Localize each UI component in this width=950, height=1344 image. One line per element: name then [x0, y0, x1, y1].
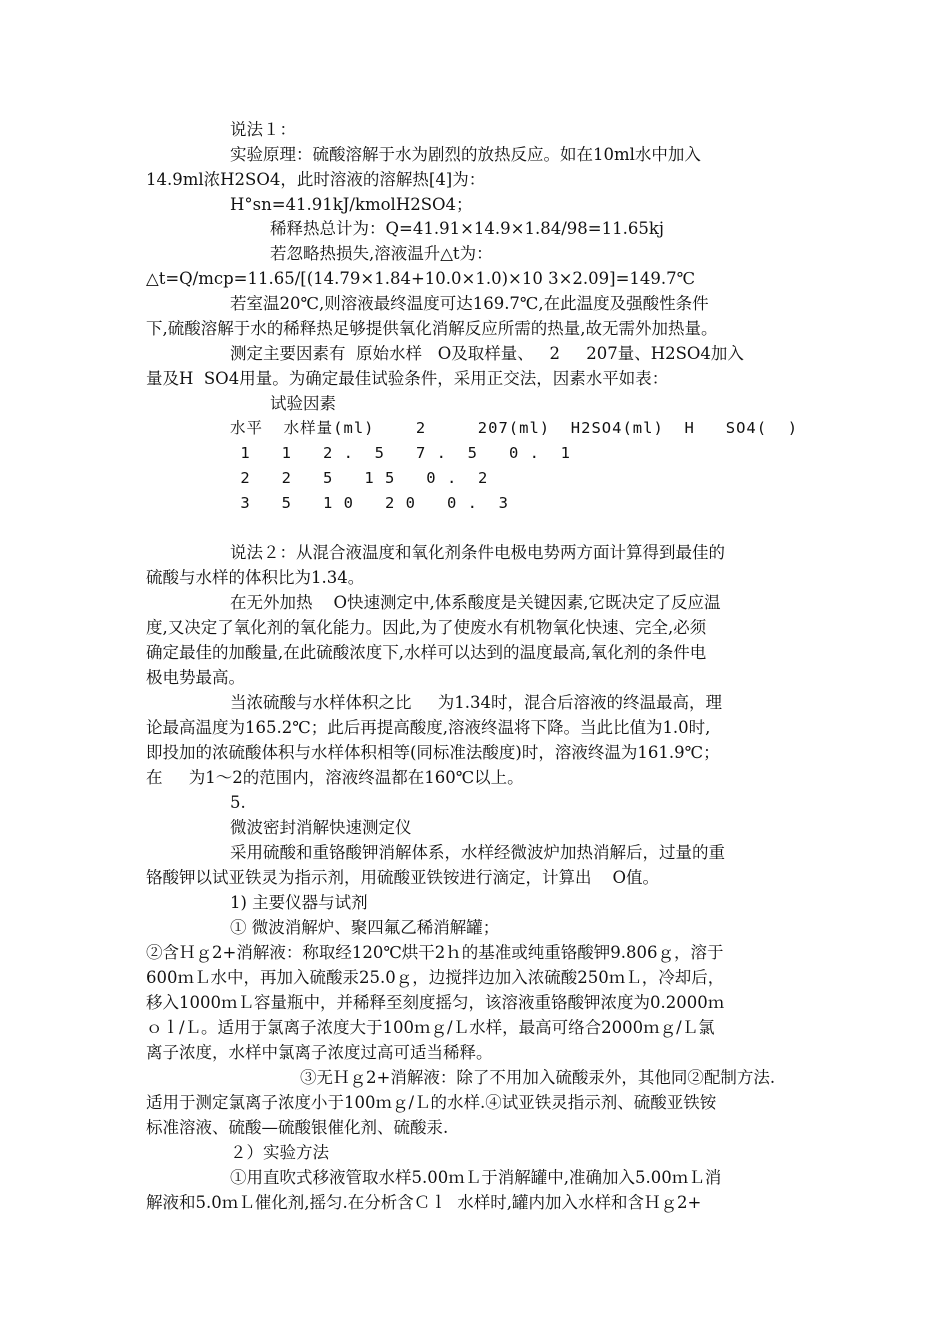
- text-line: 移入1000ｍＬ容量瓶中，并稀释至刻度摇匀，该溶液重铬酸钾浓度为0.2000ｍ: [146, 993, 725, 1012]
- text-line: 在 为1～2的范围内，溶液终温都在160℃以上。: [146, 768, 524, 787]
- text-line: 实验原理：硫酸溶解于水为剧烈的放热反应。如在10ml水中加入: [230, 145, 701, 164]
- text-line: 若室温20℃,则溶液最终温度可达169.7℃,在此温度及强酸性条件: [230, 294, 709, 313]
- text-line: 适用于测定氯离子浓度小于100ｍｇ/Ｌ的水样.④试亚铁灵指示剂、硫酸亚铁铵: [146, 1093, 717, 1112]
- text-line: ① 微波消解炉、聚四氟乙稀消解罐；: [230, 918, 500, 937]
- text-line: 说法２：从混合液温度和氧化剂条件电极电势两方面计算得到最佳的: [230, 543, 725, 562]
- text-line: 离子浓度，水样中氯离子浓度过高可适当稀释。: [146, 1043, 493, 1062]
- table-row: 1 1 2 . 5 7 . 5 0 . 1: [230, 444, 571, 462]
- text-line: ③无Ｈｇ2+消解液：除了不用加入硫酸汞外，其他同②配制方法.: [300, 1068, 776, 1087]
- subsection-heading: 1) 主要仪器与试剂: [230, 893, 368, 912]
- table-row: 3 5 1 0 2 0 0 . 3: [230, 494, 509, 512]
- text-line: 稀释热总计为：Q=41.91×14.9×1.84/98=11.65kj: [270, 219, 664, 238]
- table-caption: 试验因素: [270, 394, 336, 413]
- text-line: 硫酸与水样的体积比为1.34。: [146, 568, 365, 587]
- text-line: 采用硫酸和重铬酸钾消解体系，水样经微波炉加热消解后，过量的重: [230, 843, 725, 862]
- text-line: 量及H SO4用量。为确定最佳试验条件，采用正交法，因素水平如表：: [146, 369, 669, 388]
- text-line: 即投加的浓硫酸体积与水样体积相等(同标准法酸度)时，溶液终温为161.9℃；: [146, 743, 720, 762]
- text-line: 在无外加热 O快速测定中,体系酸度是关键因素,它既决定了反应温: [230, 593, 721, 612]
- text-line: 极电势最高。: [146, 668, 245, 687]
- text-line: △t=Q/mcp=11.65/[(14.79×1.84+10.0×1.0)×10 3×2.09]=149.7℃: [146, 269, 696, 288]
- section-heading: 微波密封消解快速测定仪: [230, 818, 412, 837]
- text-line: ①用直吹式移液管取水样5.00ｍＬ于消解罐中,准确加入5.00ｍＬ消: [230, 1168, 722, 1187]
- text-line: ｏｌ/Ｌ。适用于氯离子浓度大于100ｍｇ/Ｌ水样，最高可络合2000ｍｇ/Ｌ氯: [146, 1018, 715, 1037]
- text-line: 下,硫酸溶解于水的稀释热足够提供氧化消解反应所需的热量,故无需外加热量。: [146, 319, 718, 338]
- text-line: 解液和5.0ｍＬ催化剂,摇匀.在分析含Ｃｌ 水样时,罐内加入水样和含Ｈｇ2+: [146, 1193, 702, 1212]
- text-line: 若忽略热损失,溶液温升△t为：: [270, 244, 493, 263]
- text-line: 14.9ml浓H2SO4，此时溶液的溶解热[4]为：: [146, 170, 486, 189]
- subsection-heading: ２）实验方法: [230, 1143, 329, 1162]
- text-line: 标准溶液、硫酸—硫酸银催化剂、硫酸汞.: [146, 1118, 449, 1137]
- text-line: 确定最佳的加酸量,在此硫酸浓度下,水样可以达到的温度最高,氧化剂的条件电: [146, 643, 707, 662]
- table-header-row: 水平 水样量(ml) 2 207(ml) H2SO4(ml) H SO4( ): [230, 419, 799, 437]
- text-line: H°sn=41.91kJ/kmolH2SO4；: [230, 195, 473, 214]
- text-line: ②含Ｈｇ2+消解液：称取经120℃烘干2ｈ的基准或纯重铬酸钾9.806ｇ，溶于: [146, 943, 724, 962]
- section-number: 5.: [230, 793, 246, 812]
- table-row: 2 2 5 1 5 0 . 2: [230, 469, 489, 487]
- text-line: 600ｍＬ水中，再加入硫酸汞25.0ｇ，边搅拌边加入浓硫酸250ｍＬ，冷却后，: [146, 968, 725, 987]
- text-line: 铬酸钾以试亚铁灵为指示剂，用硫酸亚铁铵进行滴定，计算出 O值。: [146, 868, 660, 887]
- text-line: 说法１：: [230, 120, 296, 139]
- text-line: 论最高温度为165.2℃；此后再提高酸度,溶液终温将下降。当此比值为1.0时,: [146, 718, 711, 737]
- text-line: 测定主要因素有 原始水样 O及取样量、 2 207量、H2SO4加入: [230, 344, 744, 363]
- text-line: 度,又决定了氧化剂的氧化能力。因此,为了使废水有机物氧化快速、完全,必须: [146, 618, 707, 637]
- text-line: 当浓硫酸与水样体积之比 为1.34时，混合后溶液的终温最高，理: [230, 693, 722, 712]
